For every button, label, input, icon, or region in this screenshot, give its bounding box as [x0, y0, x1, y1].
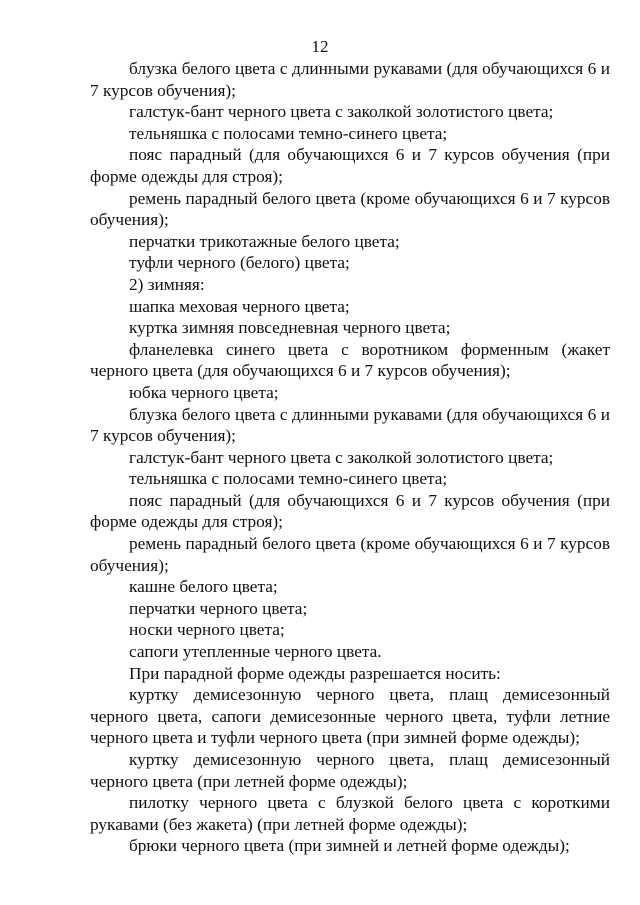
paragraph-02: галстук-бант черного цвета с заколкой золотистого цвета;: [129, 102, 554, 122]
paragraph-20: носки черного цвета;: [129, 620, 285, 640]
paragraph-15: тельняшка с полосами темно-синего цвета;: [129, 469, 448, 489]
paragraph-26: брюки черного цвета (при зимней и летней форме одежды);: [129, 836, 570, 856]
paragraph-11: фланелевка синего цвета с воротником форменным (жакет черного цвета (для обучающихся 6 и 7 курсов обучения);: [90, 339, 610, 381]
paragraph-23: куртку демисезонную черного цвета, плащ демисезонный черного цвета, сапоги демисезонные черного цвета, туфли летние черного цвета и туфли черного цвета (при зимней форме одежды);: [90, 685, 610, 748]
paragraph-17: ремень парадный белого цвета (кроме обучающихся 6 и 7 курсов обучения);: [90, 534, 610, 575]
paragraph-01: блузка белого цвета с длинными рукавами (для обучающихся 6 и 7 курсов обучения);: [90, 59, 610, 100]
page-number: 12: [311, 37, 329, 56]
paragraph-07: туфли черного (белого) цвета;: [129, 253, 350, 273]
paragraph-09: шапка меховая черного цвета;: [129, 296, 350, 316]
section-subheading-winter: 2) зимняя:: [129, 274, 205, 294]
paragraph-13: блузка белого цвета с длинными рукавами (для обучающихся 6 и 7 курсов обучения);: [90, 404, 610, 446]
paragraph-14: галстук-бант черного цвета с заколкой золотистого цвета;: [129, 447, 554, 467]
paragraph-06: перчатки трикотажные белого цвета;: [129, 231, 400, 251]
paragraph-22: При парадной форме одежды разрешается носить:: [129, 663, 501, 683]
paragraph-10: куртка зимняя повседневная черного цвета;: [129, 318, 451, 338]
paragraph-18: кашне белого цвета;: [129, 577, 278, 597]
paragraph-21: сапоги утепленные черного цвета.: [129, 642, 382, 662]
paragraph-03: тельняшка с полосами темно-синего цвета;: [129, 123, 448, 143]
paragraph-12: юбка черного цвета;: [129, 382, 279, 402]
paragraph-19: перчатки черного цвета;: [129, 598, 308, 618]
document-body: [90, 58, 610, 857]
paragraph-04: пояс парадный (для обучающихся 6 и 7 курсов обучения (при форме одежды для строя);: [90, 145, 610, 186]
paragraph-05: ремень парадный белого цвета (кроме обучающихся 6 и 7 курсов обучения);: [90, 188, 610, 230]
paragraph-16: пояс парадный (для обучающихся 6 и 7 курсов обучения (при форме одежды для строя);: [90, 490, 610, 532]
paragraph-25: пилотку черного цвета с блузкой белого цвета с короткими рукавами (без жакета) (при летней форме одежды);: [90, 793, 610, 834]
paragraph-24: куртку демисезонную черного цвета, плащ демисезонный черного цвета (при летней форме одежды);: [90, 750, 610, 791]
